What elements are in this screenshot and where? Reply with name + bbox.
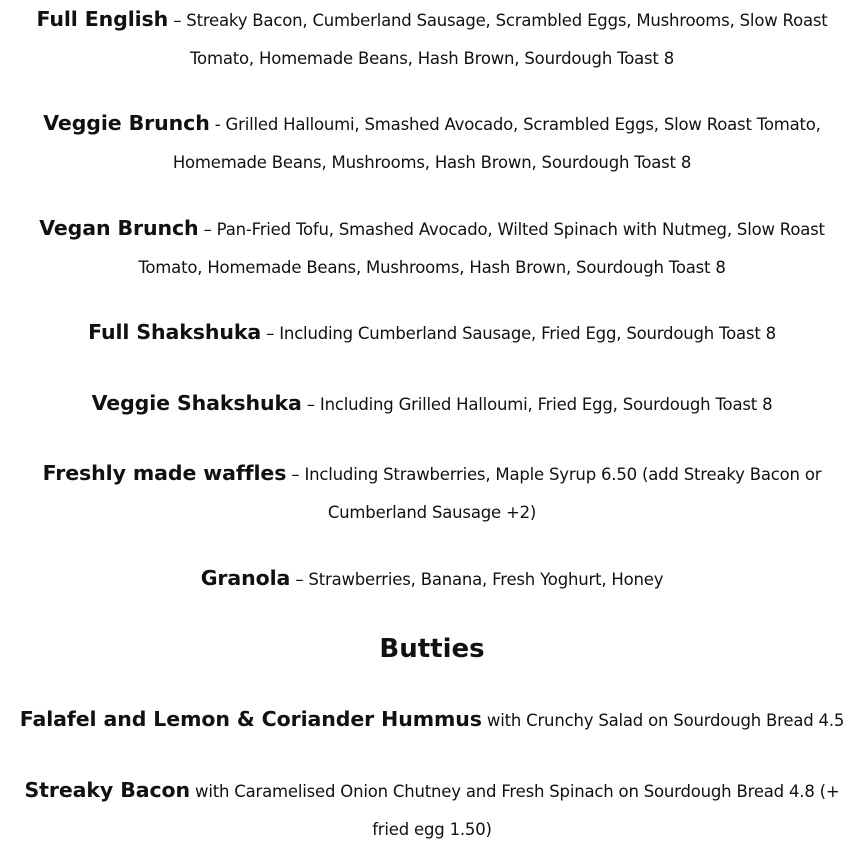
menu-item-name: Falafel and Lemon & Coriander Hummus (19, 707, 482, 731)
menu-item-name: Freshly made waffles (42, 461, 287, 485)
menu-item-waffles (14, 454, 850, 532)
menu-item-description: - Grilled Halloumi, Smashed Avocado, Scrambled Eggs, Slow Roast Tomato, Homemade Beans, Mushrooms, Hash Brown, Sourdough Toast 8 (172, 115, 821, 172)
menu-item-full-english (14, 0, 850, 78)
menu-item-granola (14, 559, 850, 599)
menu-item-description: with Caramelised Onion Chutney and Fresh Spinach on Sourdough Bread 4.8 (+ fried egg 1.50) (190, 782, 840, 839)
menu-item-description: – Pan-Fried Tofu, Smashed Avocado, Wilted Spinach with Nutmeg, Slow Roast Tomato, Homemade Beans, Mushrooms, Hash Brown, Sourdough Toast 8 (138, 220, 825, 277)
menu-item-name: Veggie Brunch (43, 111, 210, 135)
menu-item-vegan-brunch (14, 209, 850, 287)
menu-item-description: – Including Strawberries, Maple Syrup 6.50 (add Streaky Bacon or Cumberland Sausage +2) (286, 465, 822, 522)
menu-item-veggie-shakshuka (14, 384, 850, 424)
menu-item-description: – Including Cumberland Sausage, Fried Egg, Sourdough Toast 8 (261, 324, 776, 343)
menu-item-full-shakshuka (14, 313, 850, 353)
menu-item-description: – Strawberries, Banana, Fresh Yoghurt, Honey (290, 570, 664, 589)
menu-item-description: with Crunchy Salad on Sourdough Bread 4.5 (481, 711, 845, 730)
section-heading-butties: Butties (379, 634, 485, 664)
menu-item-name: Full Shakshuka (88, 320, 262, 344)
menu-item-name: Vegan Brunch (39, 216, 199, 240)
menu-item-name: Granola (200, 566, 291, 590)
menu-item-name: Veggie Shakshuka (91, 391, 302, 415)
menu-item-description: – Streaky Bacon, Cumberland Sausage, Scrambled Eggs, Mushrooms, Slow Roast Tomato, Homemade Beans, Hash Brown, Sourdough Toast 8 (168, 11, 828, 68)
menu-item-name: Full English (36, 7, 169, 31)
menu-item-veggie-brunch (14, 104, 850, 182)
menu-item-description: – Including Grilled Halloumi, Fried Egg, Sourdough Toast 8 (301, 395, 773, 414)
menu-item-name: Streaky Bacon (24, 778, 190, 802)
menu-item-streaky-bacon (14, 771, 850, 849)
menu-item-falafel-hummus (14, 700, 850, 740)
